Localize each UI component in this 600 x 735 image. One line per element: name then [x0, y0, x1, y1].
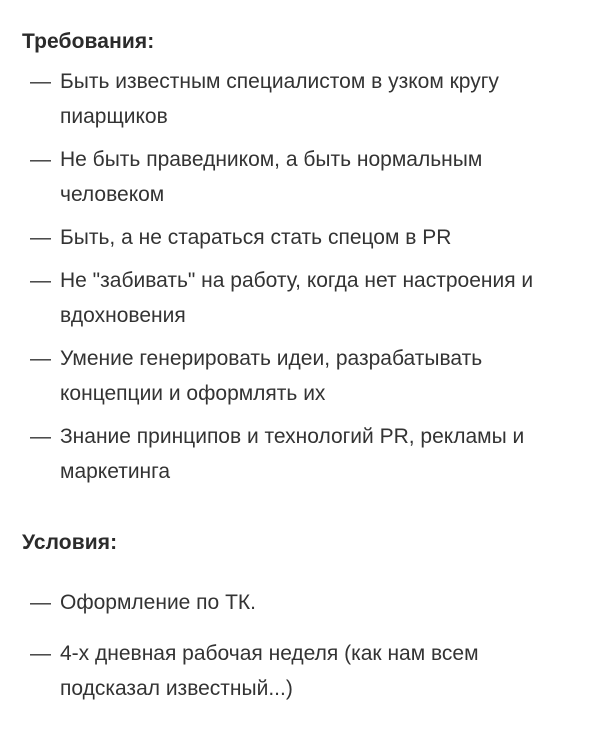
- list-item: [0, 220, 600, 255]
- dash-bullet: —: [30, 269, 51, 292]
- list-item-text: Быть известным специалистом в узком кругу пиарщиков: [60, 70, 499, 128]
- dash-bullet: —: [30, 591, 51, 614]
- dash-bullet: —: [30, 148, 51, 171]
- list-item: [0, 142, 600, 212]
- dash-bullet: —: [30, 425, 51, 448]
- list-item: [0, 636, 600, 706]
- list-item-text: Оформление по ТК.: [60, 591, 256, 614]
- requirements-heading: Требования:: [22, 30, 155, 53]
- list-item-text: Не "забивать" на работу, когда нет настроения и вдохновения: [60, 269, 534, 327]
- dash-bullet: —: [30, 347, 51, 370]
- list-item: [0, 341, 600, 411]
- list-item-text: 4-х дневная рабочая неделя (как нам всем подсказал известный...): [60, 642, 479, 700]
- list-item: [0, 585, 600, 620]
- list-item-text: Знание принципов и технологий PR, рекламы и маркетинга: [60, 425, 525, 483]
- list-item: [0, 64, 600, 134]
- list-item-text: Умение генерировать идеи, разрабатывать концепции и оформлять их: [60, 347, 483, 405]
- list-item-text: Быть, а не стараться стать спецом в PR: [60, 226, 452, 249]
- list-item-text: Не быть праведником, а быть нормальным человеком: [60, 148, 483, 206]
- conditions-heading: Условия:: [22, 531, 118, 554]
- list-item: [0, 419, 600, 489]
- list-item: [0, 263, 600, 333]
- dash-bullet: —: [30, 70, 51, 93]
- requirements-list: [0, 64, 600, 497]
- conditions-list: [0, 585, 600, 722]
- dash-bullet: —: [30, 226, 51, 249]
- dash-bullet: —: [30, 642, 51, 665]
